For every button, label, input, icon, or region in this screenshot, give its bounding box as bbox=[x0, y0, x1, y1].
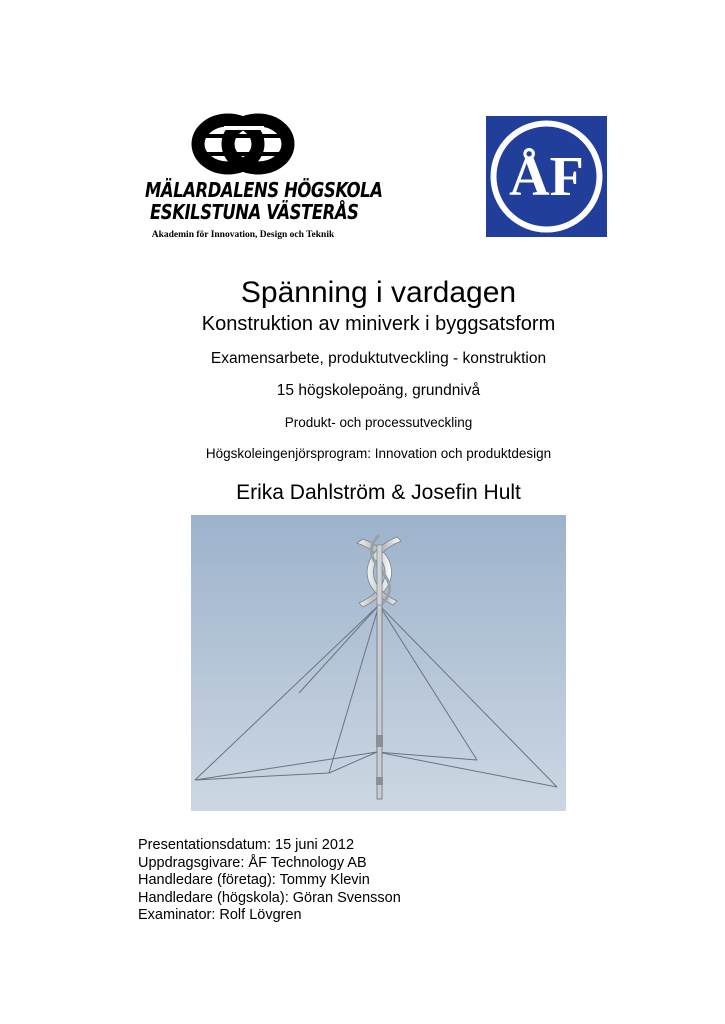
info-block bbox=[138, 837, 401, 925]
presentation-date: Presentationsdatum: 15 juni 2012 bbox=[138, 837, 355, 853]
mast-base bbox=[376, 777, 383, 785]
mast bbox=[377, 603, 382, 799]
af-logo-text: ÅF bbox=[509, 146, 584, 208]
examiner: Examinator: Rolf Lövgren bbox=[138, 907, 302, 923]
wind-turbine-photo bbox=[191, 515, 566, 811]
credits: 15 högskolepoäng, grundnivå bbox=[276, 382, 481, 399]
authors: Erika Dahlström & Josefin Hult bbox=[236, 481, 521, 504]
university-name-line1: MÄLARDALENS HÖGSKOLA bbox=[145, 178, 383, 202]
field: Produkt- och processutveckling bbox=[284, 415, 473, 430]
university-logo-mark bbox=[198, 120, 288, 168]
af-logo bbox=[486, 116, 607, 237]
academy-name: Akademin för Innovation, Design och Teknik bbox=[151, 230, 335, 240]
page-title: Spänning i vardagen bbox=[240, 276, 517, 309]
supervisor-company: Handledare (företag): Tommy Klevin bbox=[138, 872, 370, 888]
program: Högskoleingenjörsprogram: Innovation och produktdesign bbox=[205, 446, 552, 461]
supervisor-university: Handledare (högskola): Göran Svensson bbox=[138, 889, 401, 906]
thesis-type: Examensarbete, produktutveckling - konstruktion bbox=[210, 350, 547, 367]
university-name-line2: ESKILSTUNA VÄSTERÅS bbox=[150, 200, 359, 224]
af-logo-icon bbox=[486, 116, 607, 237]
page-subtitle: Konstruktion av miniverk i byggsatsform bbox=[201, 313, 556, 335]
mast-joint bbox=[376, 735, 383, 747]
client: Uppdragsgivare: ÅF Technology AB bbox=[138, 854, 367, 871]
